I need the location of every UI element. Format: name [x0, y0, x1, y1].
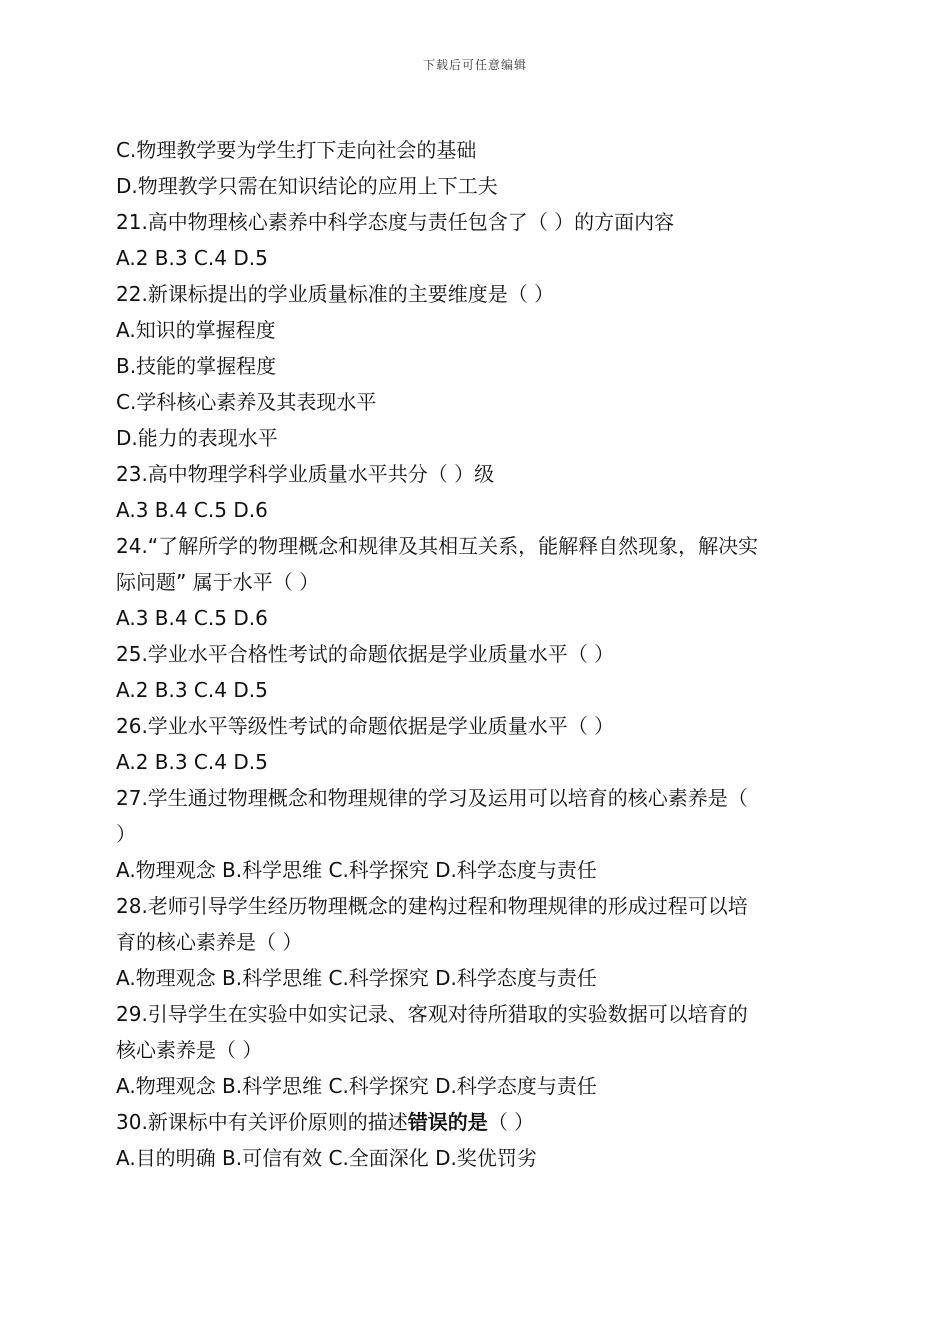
options-25: A.2 B.3 C.4 D.5 [116, 678, 268, 702]
question-24: 24.“了解所学的物理概念和规律及其相互关系，能解释自然现象，解决实 [116, 534, 759, 558]
question-27-cont: ） [116, 822, 136, 846]
options-24: A.3 B.4 C.5 D.6 [116, 606, 268, 630]
question-24-cont: 际问题” 属于水平（ ） [116, 570, 320, 594]
options-28: A.物理观念 B.科学思维 C.科学探究 D.科学态度与责任 [116, 966, 597, 990]
text-line: D.物理教学只需在知识结论的应用上下工夫 [116, 174, 498, 198]
options-27: A.物理观念 B.科学思维 C.科学探究 D.科学态度与责任 [116, 858, 597, 882]
question-21: 21.高中物理核心素养中科学态度与责任包含了（ ）的方面内容 [116, 210, 675, 234]
question-29-cont: 核心素养是（ ） [116, 1038, 263, 1062]
option-a-22: A.知识的掌握程度 [116, 318, 276, 342]
question-25: 25.学业水平合格性考试的命题依据是学业质量水平（ ） [116, 642, 615, 666]
question-22: 22.新课标提出的学业质量标准的主要维度是（ ） [116, 282, 555, 306]
options-26: A.2 B.3 C.4 D.5 [116, 750, 268, 774]
question-28: 28.老师引导学生经历物理概念的建构过程和物理规律的形成过程可以培 [116, 894, 748, 918]
document-body [116, 132, 838, 1176]
page-header: 下载后可任意编辑 [422, 58, 527, 72]
option-d-22: D.能力的表现水平 [116, 426, 278, 450]
question-26: 26.学业水平等级性考试的命题依据是学业质量水平（ ） [116, 714, 615, 738]
question-30-prefix: 30.新课标中有关评价原则的描述 [116, 1110, 408, 1134]
text-line: C.物理教学要为学生打下走向社会的基础 [116, 138, 477, 162]
question-29: 29.引导学生在实验中如实记录、客观对待所猎取的实验数据可以培育的 [116, 1002, 748, 1026]
options-29: A.物理观念 B.科学思维 C.科学探究 D.科学态度与责任 [116, 1074, 597, 1098]
question-27: 27.学生通过物理概念和物理规律的学习及运用可以培育的核心素养是（ [116, 786, 748, 810]
question-30-emphasis: 错误的是 [407, 1110, 488, 1134]
options-23: A.3 B.4 C.5 D.6 [116, 498, 268, 522]
options-30: A.目的明确 B.可信有效 C.全面深化 D.奖优罚劣 [116, 1146, 537, 1170]
option-c-22: C.学科核心素养及其表现水平 [116, 390, 377, 414]
question-23: 23.高中物理学科学业质量水平共分（ ）级 [116, 462, 495, 486]
options-21: A.2 B.3 C.4 D.5 [116, 246, 268, 270]
option-b-22: B.技能的掌握程度 [116, 354, 277, 378]
question-28-cont: 育的核心素养是（ ） [116, 930, 303, 954]
question-30 [116, 1104, 838, 1140]
question-30-suffix: （ ） [487, 1110, 535, 1134]
